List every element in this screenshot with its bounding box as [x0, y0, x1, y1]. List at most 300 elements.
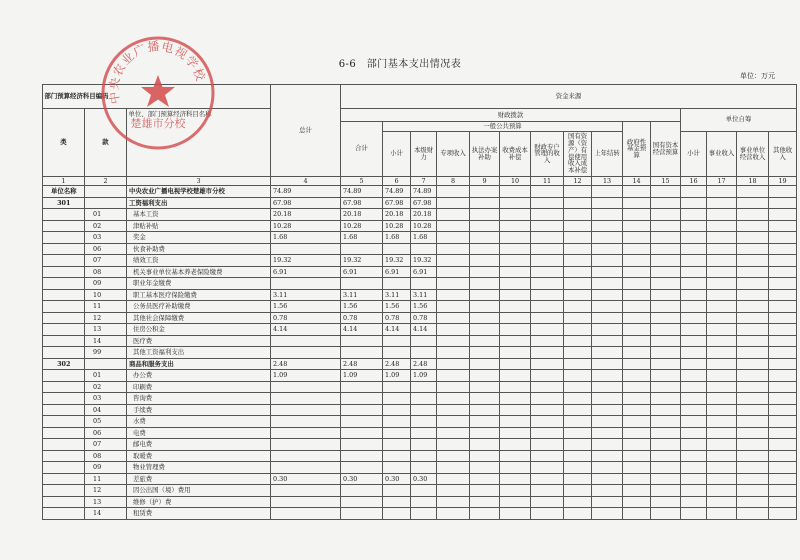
header-lei: 类: [43, 108, 85, 176]
row-name: 因公出国（境）费用: [127, 485, 271, 497]
row-empty-cell: [737, 335, 769, 347]
row-empty-cell: [681, 289, 707, 301]
row-empty-cell: [531, 197, 564, 209]
row-empty-cell: [531, 462, 564, 474]
row-empty-cell: [681, 186, 707, 198]
row-small-total: [383, 278, 411, 290]
row-empty-cell: [651, 450, 681, 462]
header-code-group: 部门预算经济科目编码: [43, 85, 271, 109]
row-name: 邮电费: [127, 439, 271, 451]
row-total: 74.89: [271, 186, 341, 198]
row-empty-cell: [500, 508, 531, 520]
header-fin-special: 财政专户管理的收入: [531, 131, 564, 176]
row-empty-cell: [623, 427, 651, 439]
row-empty-cell: [564, 186, 592, 198]
column-number: 10: [500, 176, 531, 186]
row-empty-cell: [651, 312, 681, 324]
row-empty-cell: [437, 439, 470, 451]
column-number: 12: [564, 176, 592, 186]
row-empty-cell: [500, 370, 531, 382]
row-lei: [43, 232, 85, 244]
row-lei: [43, 450, 85, 462]
row-kuan: 13: [85, 496, 127, 508]
row-empty-cell: [592, 347, 623, 359]
row-empty-cell: [623, 232, 651, 244]
row-empty-cell: [623, 186, 651, 198]
row-name: 伙食补助费: [127, 243, 271, 255]
row-empty-cell: [623, 370, 651, 382]
column-number: 6: [383, 176, 411, 186]
row-empty-cell: [681, 232, 707, 244]
table-row: [43, 381, 797, 393]
row-total: [271, 416, 341, 428]
row-empty-cell: [737, 393, 769, 405]
row-current-year: 0.30: [411, 473, 437, 485]
row-empty-cell: [592, 473, 623, 485]
row-kuan: 14: [85, 335, 127, 347]
header-enforcement: 执法办案补助: [470, 131, 500, 176]
row-current-year: 74.89: [411, 186, 437, 198]
row-empty-cell: [769, 312, 797, 324]
header-state-capital: 国有资本经营预算: [651, 121, 681, 176]
row-total: 1.68: [271, 232, 341, 244]
row-empty-cell: [737, 278, 769, 290]
table-row: [43, 197, 797, 209]
row-name: 职业年金缴费: [127, 278, 271, 290]
header-gov-fund: 政府性基金预算: [623, 121, 651, 176]
header-self-raised: 单位自筹: [681, 108, 797, 131]
row-empty-cell: [737, 232, 769, 244]
row-empty-cell: [592, 496, 623, 508]
row-empty-cell: [592, 220, 623, 232]
row-empty-cell: [500, 243, 531, 255]
row-subtotal: 0.30: [341, 473, 383, 485]
row-empty-cell: [707, 209, 737, 221]
row-empty-cell: [737, 209, 769, 221]
row-name: 工资福利支出: [127, 197, 271, 209]
row-empty-cell: [564, 312, 592, 324]
row-empty-cell: [681, 416, 707, 428]
row-empty-cell: [623, 485, 651, 497]
row-empty-cell: [651, 508, 681, 520]
row-subtotal: 74.89: [341, 186, 383, 198]
row-subtotal: [341, 450, 383, 462]
row-empty-cell: [470, 381, 500, 393]
header-self-subtotal: 小计: [681, 131, 707, 176]
row-empty-cell: [564, 450, 592, 462]
row-empty-cell: [681, 335, 707, 347]
row-empty-cell: [707, 416, 737, 428]
row-empty-cell: [707, 462, 737, 474]
row-empty-cell: [470, 220, 500, 232]
row-empty-cell: [769, 197, 797, 209]
row-empty-cell: [769, 427, 797, 439]
row-empty-cell: [707, 335, 737, 347]
row-kuan: 08: [85, 266, 127, 278]
row-total: [271, 393, 341, 405]
row-empty-cell: [623, 301, 651, 313]
row-small-total: 74.89: [383, 186, 411, 198]
row-current-year: [411, 496, 437, 508]
row-empty-cell: [531, 404, 564, 416]
row-empty-cell: [623, 450, 651, 462]
table-row: [43, 393, 797, 405]
row-empty-cell: [681, 324, 707, 336]
row-empty-cell: [737, 301, 769, 313]
row-empty-cell: [707, 358, 737, 370]
row-empty-cell: [769, 209, 797, 221]
table-row: [43, 220, 797, 232]
row-empty-cell: [769, 255, 797, 267]
row-empty-cell: [500, 232, 531, 244]
row-empty-cell: [470, 393, 500, 405]
row-empty-cell: [437, 508, 470, 520]
row-empty-cell: [531, 508, 564, 520]
header-total: 总计: [271, 85, 341, 177]
row-empty-cell: [531, 220, 564, 232]
row-empty-cell: [437, 427, 470, 439]
row-empty-cell: [651, 186, 681, 198]
row-empty-cell: [470, 473, 500, 485]
row-empty-cell: [681, 243, 707, 255]
row-total: 2.48: [271, 358, 341, 370]
header-business: 事业收入: [707, 131, 737, 176]
row-empty-cell: [681, 427, 707, 439]
row-name: 办公费: [127, 370, 271, 382]
row-empty-cell: [500, 324, 531, 336]
row-name: 差旅费: [127, 473, 271, 485]
row-empty-cell: [707, 289, 737, 301]
row-subtotal: 4.14: [341, 324, 383, 336]
column-number: 11: [531, 176, 564, 186]
row-empty-cell: [737, 485, 769, 497]
row-empty-cell: [564, 473, 592, 485]
row-empty-cell: [470, 266, 500, 278]
row-lei: [43, 462, 85, 474]
row-current-year: 1.09: [411, 370, 437, 382]
row-kuan: [85, 358, 127, 370]
row-empty-cell: [592, 381, 623, 393]
row-current-year: [411, 381, 437, 393]
row-subtotal: [341, 439, 383, 451]
row-lei: [43, 243, 85, 255]
row-empty-cell: [651, 243, 681, 255]
row-empty-cell: [564, 347, 592, 359]
row-small-total: 0.30: [383, 473, 411, 485]
row-empty-cell: [531, 335, 564, 347]
table-row: [43, 289, 797, 301]
row-small-total: 1.56: [383, 301, 411, 313]
row-empty-cell: [564, 324, 592, 336]
row-name: 咨询费: [127, 393, 271, 405]
row-empty-cell: [651, 278, 681, 290]
row-empty-cell: [592, 301, 623, 313]
row-empty-cell: [500, 347, 531, 359]
row-current-year: [411, 243, 437, 255]
header-state-asset: 国有资源（资产）有偿使用收入成本补偿: [564, 131, 592, 176]
row-empty-cell: [769, 266, 797, 278]
row-empty-cell: [769, 485, 797, 497]
row-name: 电费: [127, 427, 271, 439]
row-small-total: [383, 416, 411, 428]
row-empty-cell: [592, 416, 623, 428]
row-empty-cell: [707, 324, 737, 336]
row-kuan: 11: [85, 473, 127, 485]
row-empty-cell: [531, 209, 564, 221]
row-empty-cell: [651, 209, 681, 221]
row-empty-cell: [500, 312, 531, 324]
row-empty-cell: [531, 324, 564, 336]
row-small-total: 19.32: [383, 255, 411, 267]
row-small-total: 1.68: [383, 232, 411, 244]
row-empty-cell: [707, 508, 737, 520]
row-lei: [43, 255, 85, 267]
table-row: [43, 404, 797, 416]
row-name: 机关事业单位基本养老保险缴费: [127, 266, 271, 278]
row-empty-cell: [737, 197, 769, 209]
seal-inner-text: 楚雄市分校: [130, 117, 186, 130]
row-empty-cell: [592, 335, 623, 347]
table-row: [43, 450, 797, 462]
row-small-total: [383, 404, 411, 416]
table-row: [43, 347, 797, 359]
row-empty-cell: [651, 220, 681, 232]
row-empty-cell: [470, 416, 500, 428]
row-empty-cell: [470, 186, 500, 198]
header-fiscal: 财政拨款: [341, 108, 681, 121]
row-total: 4.14: [271, 324, 341, 336]
row-subtotal: [341, 278, 383, 290]
row-empty-cell: [681, 485, 707, 497]
row-name: 手续费: [127, 404, 271, 416]
row-empty-cell: [531, 278, 564, 290]
row-subtotal: [341, 496, 383, 508]
row-kuan: 03: [85, 232, 127, 244]
row-empty-cell: [769, 462, 797, 474]
row-empty-cell: [437, 197, 470, 209]
row-name: 印刷费: [127, 381, 271, 393]
row-empty-cell: [737, 381, 769, 393]
row-empty-cell: [651, 370, 681, 382]
row-total: 0.78: [271, 312, 341, 324]
row-empty-cell: [623, 358, 651, 370]
row-empty-cell: [769, 220, 797, 232]
row-empty-cell: [564, 427, 592, 439]
row-empty-cell: [769, 416, 797, 428]
row-empty-cell: [531, 450, 564, 462]
row-empty-cell: [651, 301, 681, 313]
row-subtotal: 0.78: [341, 312, 383, 324]
column-number: 16: [681, 176, 707, 186]
table-row: [43, 186, 797, 198]
row-empty-cell: [564, 370, 592, 382]
table-row: [43, 462, 797, 474]
row-empty-cell: [500, 301, 531, 313]
row-empty-cell: [531, 232, 564, 244]
table-row: [43, 232, 797, 244]
row-small-total: [383, 439, 411, 451]
row-current-year: 4.14: [411, 324, 437, 336]
row-total: [271, 347, 341, 359]
row-small-total: [383, 427, 411, 439]
row-name: 医疗费: [127, 335, 271, 347]
row-empty-cell: [470, 301, 500, 313]
row-total: 0.30: [271, 473, 341, 485]
row-empty-cell: [592, 255, 623, 267]
row-kuan: 06: [85, 243, 127, 255]
row-empty-cell: [470, 404, 500, 416]
row-small-total: 4.14: [383, 324, 411, 336]
row-empty-cell: [623, 462, 651, 474]
row-empty-cell: [707, 312, 737, 324]
row-kuan: 04: [85, 404, 127, 416]
row-empty-cell: [564, 393, 592, 405]
row-subtotal: 1.56: [341, 301, 383, 313]
column-number: 7: [411, 176, 437, 186]
row-empty-cell: [500, 462, 531, 474]
row-empty-cell: [651, 439, 681, 451]
row-empty-cell: [437, 243, 470, 255]
row-empty-cell: [531, 289, 564, 301]
row-empty-cell: [531, 347, 564, 359]
row-current-year: [411, 278, 437, 290]
row-current-year: 19.32: [411, 255, 437, 267]
row-small-total: 6.91: [383, 266, 411, 278]
row-name: 基本工资: [127, 209, 271, 221]
row-subtotal: 67.98: [341, 197, 383, 209]
row-empty-cell: [681, 439, 707, 451]
row-empty-cell: [737, 312, 769, 324]
row-empty-cell: [531, 473, 564, 485]
row-empty-cell: [437, 220, 470, 232]
row-empty-cell: [564, 358, 592, 370]
row-empty-cell: [500, 393, 531, 405]
row-empty-cell: [500, 496, 531, 508]
row-empty-cell: [681, 255, 707, 267]
row-small-total: 20.18: [383, 209, 411, 221]
row-empty-cell: [769, 508, 797, 520]
row-empty-cell: [437, 370, 470, 382]
row-current-year: 2.48: [411, 358, 437, 370]
row-subtotal: [341, 427, 383, 439]
row-total: [271, 450, 341, 462]
row-kuan: 14: [85, 508, 127, 520]
row-empty-cell: [651, 404, 681, 416]
row-kuan: 10: [85, 289, 127, 301]
row-empty-cell: [470, 508, 500, 520]
row-lei: [43, 312, 85, 324]
row-empty-cell: [623, 209, 651, 221]
row-empty-cell: [681, 473, 707, 485]
row-empty-cell: [681, 496, 707, 508]
row-empty-cell: [651, 289, 681, 301]
row-empty-cell: [651, 347, 681, 359]
row-kuan: 02: [85, 220, 127, 232]
row-empty-cell: [437, 416, 470, 428]
table-row: [43, 427, 797, 439]
row-empty-cell: [681, 301, 707, 313]
table-row: [43, 324, 797, 336]
row-empty-cell: [500, 266, 531, 278]
row-small-total: [383, 496, 411, 508]
row-empty-cell: [564, 278, 592, 290]
row-empty-cell: [531, 186, 564, 198]
row-empty-cell: [470, 255, 500, 267]
row-empty-cell: [564, 255, 592, 267]
row-empty-cell: [437, 496, 470, 508]
row-empty-cell: [564, 439, 592, 451]
row-current-year: [411, 450, 437, 462]
table-row: [43, 496, 797, 508]
row-empty-cell: [737, 404, 769, 416]
row-empty-cell: [470, 289, 500, 301]
row-empty-cell: [470, 370, 500, 382]
row-empty-cell: [592, 186, 623, 198]
row-empty-cell: [651, 197, 681, 209]
row-empty-cell: [737, 473, 769, 485]
row-empty-cell: [500, 473, 531, 485]
row-lei: [43, 209, 85, 221]
row-empty-cell: [707, 197, 737, 209]
row-empty-cell: [623, 289, 651, 301]
row-empty-cell: [769, 324, 797, 336]
row-small-total: [383, 485, 411, 497]
row-empty-cell: [737, 496, 769, 508]
row-empty-cell: [769, 301, 797, 313]
row-subtotal: [341, 393, 383, 405]
row-kuan: 01: [85, 209, 127, 221]
row-empty-cell: [737, 508, 769, 520]
row-empty-cell: [500, 335, 531, 347]
row-empty-cell: [769, 358, 797, 370]
row-empty-cell: [651, 473, 681, 485]
row-empty-cell: [500, 220, 531, 232]
table-row: [43, 312, 797, 324]
row-empty-cell: [769, 243, 797, 255]
table-row: [43, 266, 797, 278]
row-lei: [43, 404, 85, 416]
row-kuan: 09: [85, 462, 127, 474]
column-number: 3: [127, 176, 271, 186]
row-subtotal: [341, 347, 383, 359]
row-empty-cell: [737, 347, 769, 359]
row-empty-cell: [500, 278, 531, 290]
row-empty-cell: [651, 266, 681, 278]
row-empty-cell: [531, 496, 564, 508]
row-kuan: 12: [85, 485, 127, 497]
row-current-year: 6.91: [411, 266, 437, 278]
row-subtotal: 10.28: [341, 220, 383, 232]
row-current-year: [411, 485, 437, 497]
row-empty-cell: [531, 255, 564, 267]
row-empty-cell: [623, 255, 651, 267]
row-empty-cell: [500, 186, 531, 198]
row-small-total: [383, 335, 411, 347]
row-empty-cell: [564, 462, 592, 474]
row-small-total: [383, 243, 411, 255]
row-empty-cell: [500, 439, 531, 451]
row-name: 水费: [127, 416, 271, 428]
row-empty-cell: [623, 404, 651, 416]
row-empty-cell: [500, 427, 531, 439]
row-kuan: [85, 197, 127, 209]
row-lei: [43, 266, 85, 278]
table-row: [43, 416, 797, 428]
row-empty-cell: [769, 439, 797, 451]
row-subtotal: 6.91: [341, 266, 383, 278]
row-empty-cell: [592, 404, 623, 416]
row-empty-cell: [737, 439, 769, 451]
